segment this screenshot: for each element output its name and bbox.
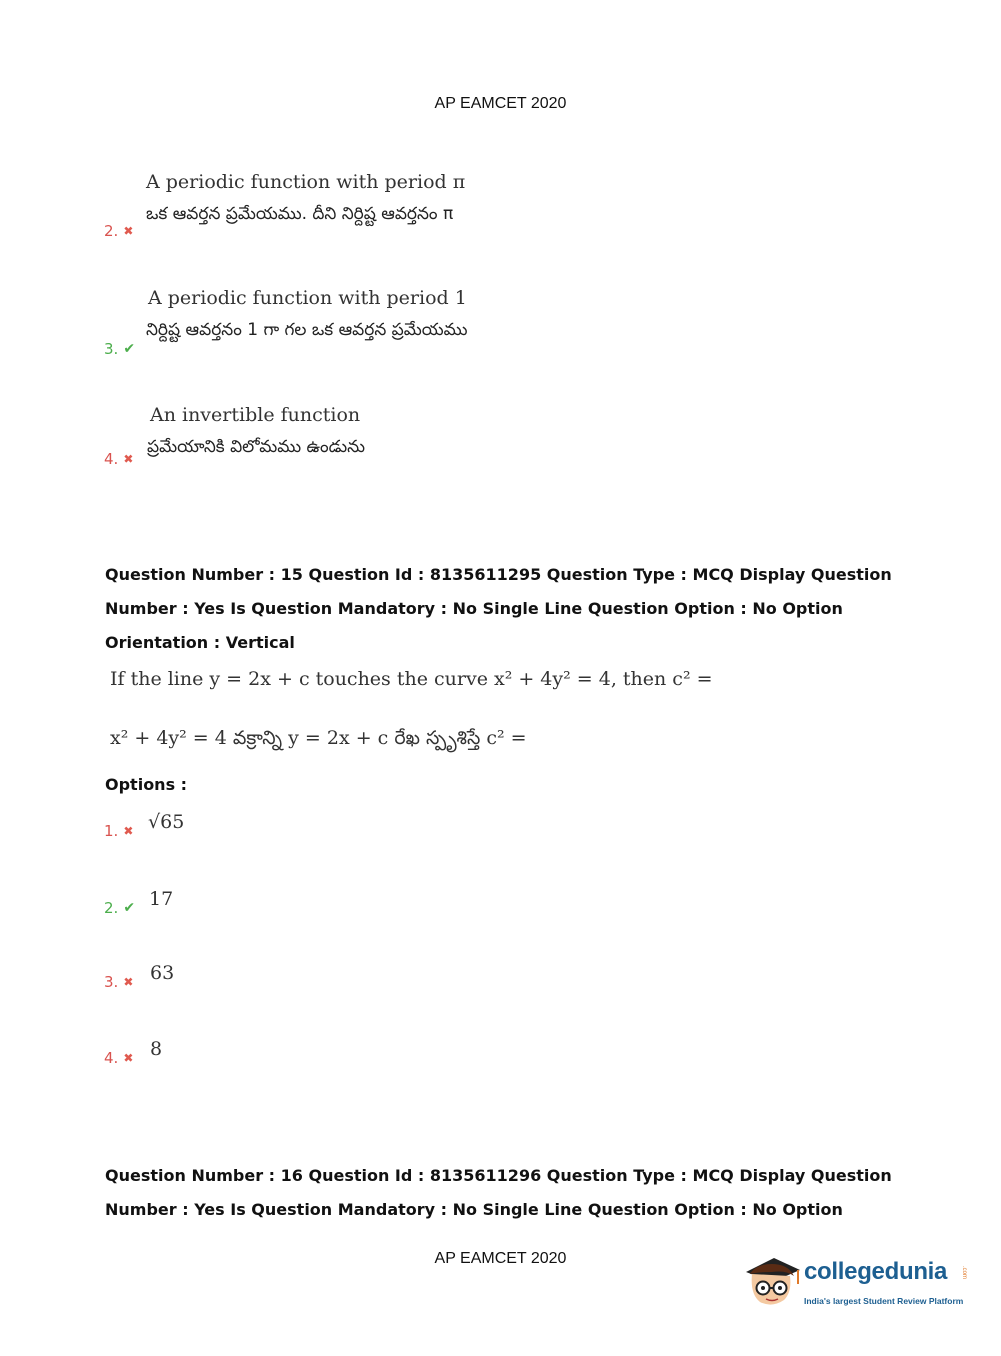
q15-meta-line-2: Number : Yes Is Question Mandatory : No Single Line Question Option : No Option [105, 599, 843, 618]
cross-icon: ✖ [123, 975, 134, 989]
q15-option-4-value: 8 [150, 1038, 163, 1060]
page-footer: AP EAMCET 2020 [434, 1250, 567, 1267]
prev-option-3 [104, 339, 135, 359]
q15-option-3 [104, 972, 133, 992]
cross-icon: ✖ [123, 224, 134, 238]
q15-option-2 [104, 898, 135, 918]
cross-icon: ✖ [123, 824, 134, 838]
check-icon: ✔ [123, 900, 136, 916]
q15-option-4 [104, 1048, 133, 1068]
collegedunia-logo [742, 1250, 972, 1320]
q15-option-1-value: √65 [148, 811, 185, 833]
option-number: 3. [104, 340, 119, 358]
options-label: Options : [105, 775, 188, 794]
prev-option-2-te: ఒక ఆవర్తన ప్రమేయము. దీని నిర్దిష్ట ఆవర్తనం π [146, 204, 454, 224]
cross-icon: ✖ [123, 452, 134, 466]
q15-option-2-value: 17 [149, 888, 174, 910]
prev-option-4-en: An invertible function [150, 404, 361, 426]
prev-option-3-en: A periodic function with period 1 [148, 287, 467, 309]
mascot-icon [742, 1250, 802, 1316]
q16-meta-line-1: Question Number : 16 Question Id : 8135611296 Question Type : MCQ Display Question [105, 1166, 892, 1185]
q15-option-3-value: 63 [150, 962, 175, 984]
logo-com: .com [961, 1266, 967, 1280]
cross-icon: ✖ [123, 1051, 134, 1065]
prev-option-2-en: A periodic function with period π [146, 171, 466, 193]
q15-question-te: x² + 4y² = 4 వక్రాన్ని y = 2x + c రేఖ స్పృశిస్తే c² = [110, 727, 527, 749]
prev-option-4-te: ప్రమేయానికి విలోమము ఉండును [147, 437, 365, 457]
option-number: 1. [104, 822, 119, 840]
option-number: 2. [104, 222, 119, 240]
option-number: 2. [104, 899, 119, 917]
q15-meta-line-3: Orientation : Vertical [105, 633, 295, 652]
logo-tagline: India's largest Student Review Platform [804, 1296, 964, 1306]
prev-option-3-te: నిర్దిష్ట ఆవర్తనం 1 గా గల ఒక ఆవర్తన ప్రమేయము [146, 320, 468, 340]
option-number: 4. [104, 1049, 119, 1067]
prev-option-4 [104, 449, 133, 469]
q15-meta-line-1: Question Number : 15 Question Id : 8135611295 Question Type : MCQ Display Question [105, 565, 892, 584]
q16-meta-line-2: Number : Yes Is Question Mandatory : No Single Line Question Option : No Option [105, 1200, 843, 1219]
option-number: 4. [104, 450, 119, 468]
check-icon: ✔ [123, 341, 136, 357]
q15-question-en: If the line y = 2x + c touches the curve x² + 4y² = 4, then c² = [110, 668, 713, 690]
page-header: AP EAMCET 2020 [434, 95, 567, 112]
option-number: 3. [104, 973, 119, 991]
q15-option-1 [104, 821, 133, 841]
logo-name: collegedunia [804, 1258, 948, 1285]
prev-option-2 [104, 221, 133, 241]
